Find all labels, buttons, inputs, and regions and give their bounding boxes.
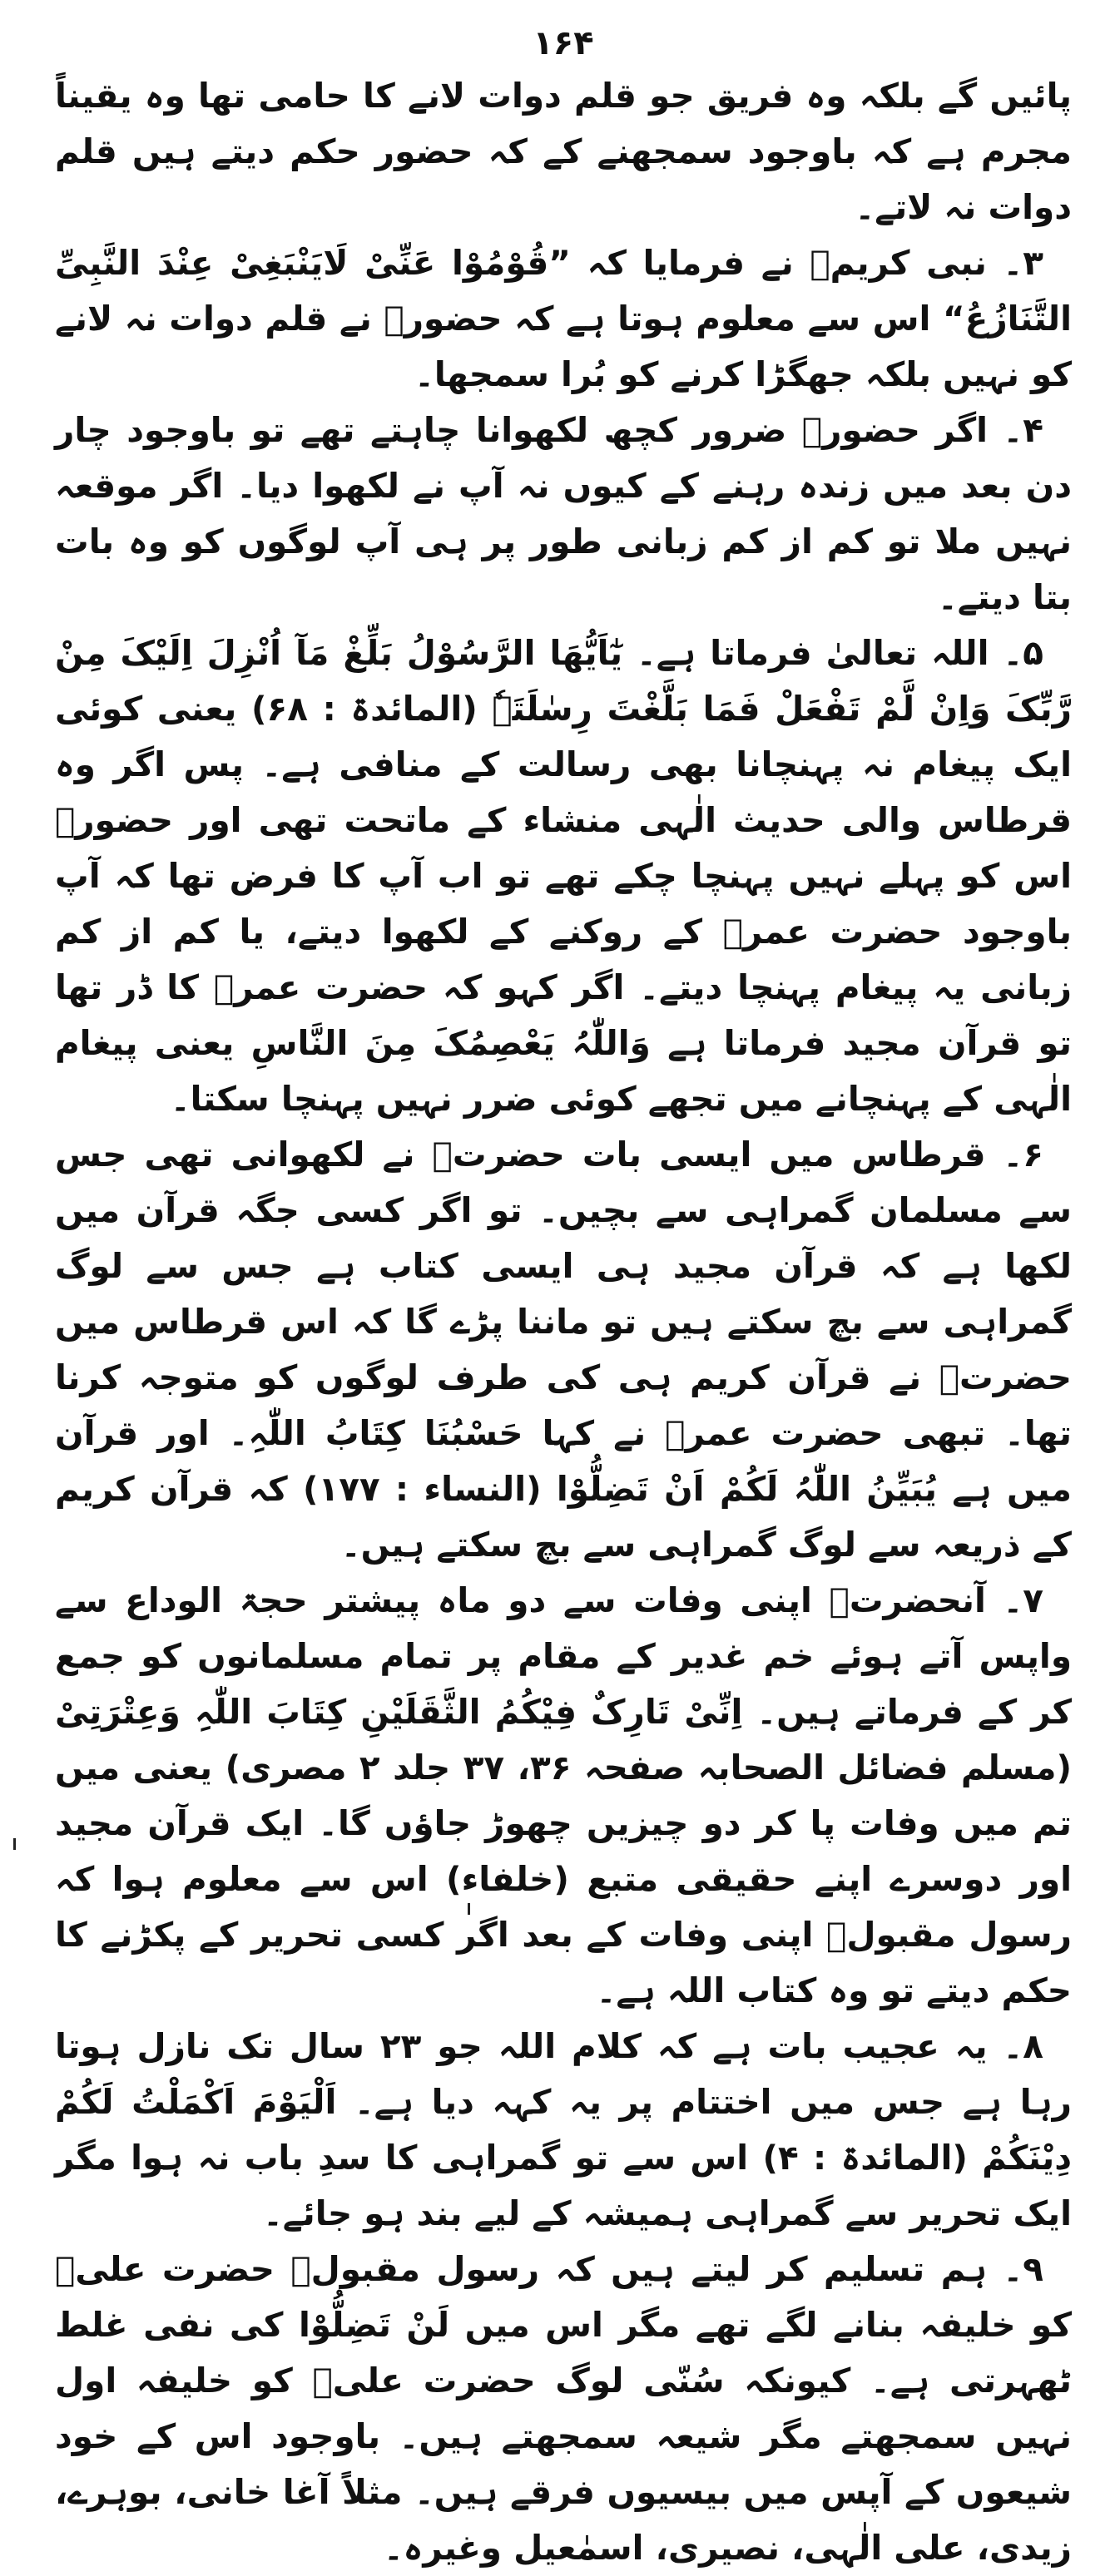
paragraph-point-3: ۳۔ نبی کریمؐ نے فرمایا کہ ”قُوْمُوْا عَنِّیْ لَایَنْبَغِیْ عِنْدَ النَّبِیِّ التَّنَازُعُ“ اس سے معلوم ہوتا ہے کہ حضورؐ نے قلم دوات نہ لانے کو نہیں بلکہ جھگڑا کرنے کو بُرا سمجھا۔	[55, 243, 1072, 394]
page-number: ۱۶۴	[533, 24, 594, 62]
paragraph-point-4: ۴۔ اگر حضورؐ ضرور کچھ لکھوانا چاہتے تھے تو باوجود چار دن بعد میں زندہ رہنے کے کیوں نہ آپ نے لکھوا دیا۔ اگر موقعہ نہیں ملا تو کم از کم زبانی طور پر ہی آپ لوگوں کو وہ بات بتا دیتے۔	[55, 410, 1072, 617]
paragraph-point-5: ۵۔ اللہ تعالیٰ فرماتا ہے۔ یٰٓاَیُّھَا الرَّسُوْلُ بَلِّغْ مَآ اُنْزِلَ اِلَیْکَ مِنْ رَّبِّکَ وَاِنْ لَّمْ تَفْعَلْ فَمَا بَلَّغْتَ رِسٰلَتَہٗ (المائدۃ : ۶۸) یعنی کوئی ایک پیغام نہ پہنچانا بھی رسالت کے منافی ہے۔ پس اگر وہ قرطاس والی حدیث الٰہی منشاء کے ماتحت تھی اور حضورؐ اس کو پہلے نہیں پہنچا چکے تھے تو اب آپ کا فرض تھا کہ آپ باوجود حضرت عمرؓ کے روکنے کے لکھوا دیتے، یا کم از کم زبانی یہ پیغام پہنچا دیتے۔ اگر کہو کہ حضرت عمرؓ کا ڈر تھا تو قرآن مجید فرماتا ہے وَاللّٰہُ یَعْصِمُکَ مِنَ النَّاسِ یعنی پیغام الٰہی کے پہنچانے میں تجھے کوئی ضرر نہیں پہنچا سکتا۔	[55, 633, 1072, 1119]
scan-mark-bottom	[468, 1903, 470, 1915]
paragraph-continuation: پائیں گے بلکہ وہ فریق جو قلم دوات لانے کا حامی تھا وہ یقیناً مجرم ہے کہ باوجود سمجھنے کے کہ حضور حکم دیتے ہیں قلم دوات نہ لاتے۔	[55, 76, 1072, 227]
paragraph-point-8: ۸۔ یہ عجیب بات ہے کہ کلام اللہ جو ۲۳ سال تک نازل ہوتا رہا ہے جس میں اختتام پر یہ کہہ دیا ہے۔ اَلْیَوْمَ اَکْمَلْتُ لَکُمْ دِیْنَکُمْ (المائدۃ : ۴) اس سے تو گمراہی کا سدِ باب نہ ہوا مگر ایک تحریر سے گمراہی ہمیشہ کے لیے بند ہو جائے۔	[55, 2026, 1072, 2233]
paragraph-point-6: ۶۔ قرطاس میں ایسی بات حضرتؐ نے لکھوانی تھی جس سے مسلمان گمراہی سے بچیں۔ تو اگر کسی جگہ قرآن میں لکھا ہے کہ قرآن مجید ہی ایسی کتاب ہے جس سے لوگ گمراہی سے بچ سکتے ہیں تو ماننا پڑے گا کہ اس قرطاس میں حضرتؐ نے قرآن کریم ہی کی طرف لوگوں کو متوجہ کرنا تھا۔ تبھی حضرت عمرؓ نے کہا حَسْبُنَا کِتَابُ اللّٰہِ۔ اور قرآن میں ہے یُبَیِّنُ اللّٰہُ لَکُمْ اَنْ تَضِلُّوْا (النساء : ۱۷۷) کہ قرآن کریم کے ذریعہ سے لوگ گمراہی سے بچ سکتے ہیں۔	[55, 1135, 1073, 1565]
paragraph-point-7: ۷۔ آنحضرتؐ اپنی وفات سے دو ماہ پیشتر حجۃ الوداع سے واپس آتے ہوئے خم غدیر کے مقام پر تمام مسلمانوں کو جمع کر کے فرماتے ہیں۔ اِنِّیْ تَارِکٌ فِیْکُمُ الثَّقَلَیْنِ کِتَابَ اللّٰہِ وَعِتْرَتِیْ (مسلم فضائل الصحابہ صفحہ ۳۶، ۳۷ جلد ۲ مصری) یعنی میں تم میں وفات پا کر دو چیزیں چھوڑ جاؤں گا۔ ایک قرآن مجید اور دوسرے اپنے حقیقی متبع (خلفاء) اس سے معلوم ہوا کہ رسول مقبولؐ اپنی وفات کے بعد اگر کسی تحریر کے پکڑنے کا حکم دیتے تو وہ کتاب اللہ ہے۔	[55, 1580, 1072, 2010]
scan-mark-left	[13, 1838, 16, 1850]
page-body-text	[55, 68, 1072, 2576]
paragraph-point-9: ۹۔ ہم تسلیم کر لیتے ہیں کہ رسول مقبولؐ حضرت علیؓ کو خلیفہ بنانے لگے تھے مگر اس میں لَنْ تَضِلُّوْا کی نفی غلط ٹھہرتی ہے۔ کیونکہ سُنّی لوگ حضرت علیؓ کو خلیفہ اول نہیں سمجھتے مگر شیعہ سمجھتے ہیں۔ باوجود اس کے خود شیعوں کے آپس میں بیسیوں فرقے ہیں۔ مثلاً آغا خانی، بوہرے، زیدی، علی الٰہی، نصیری، اسمٰعیل وغیرہ۔	[55, 2249, 1072, 2568]
